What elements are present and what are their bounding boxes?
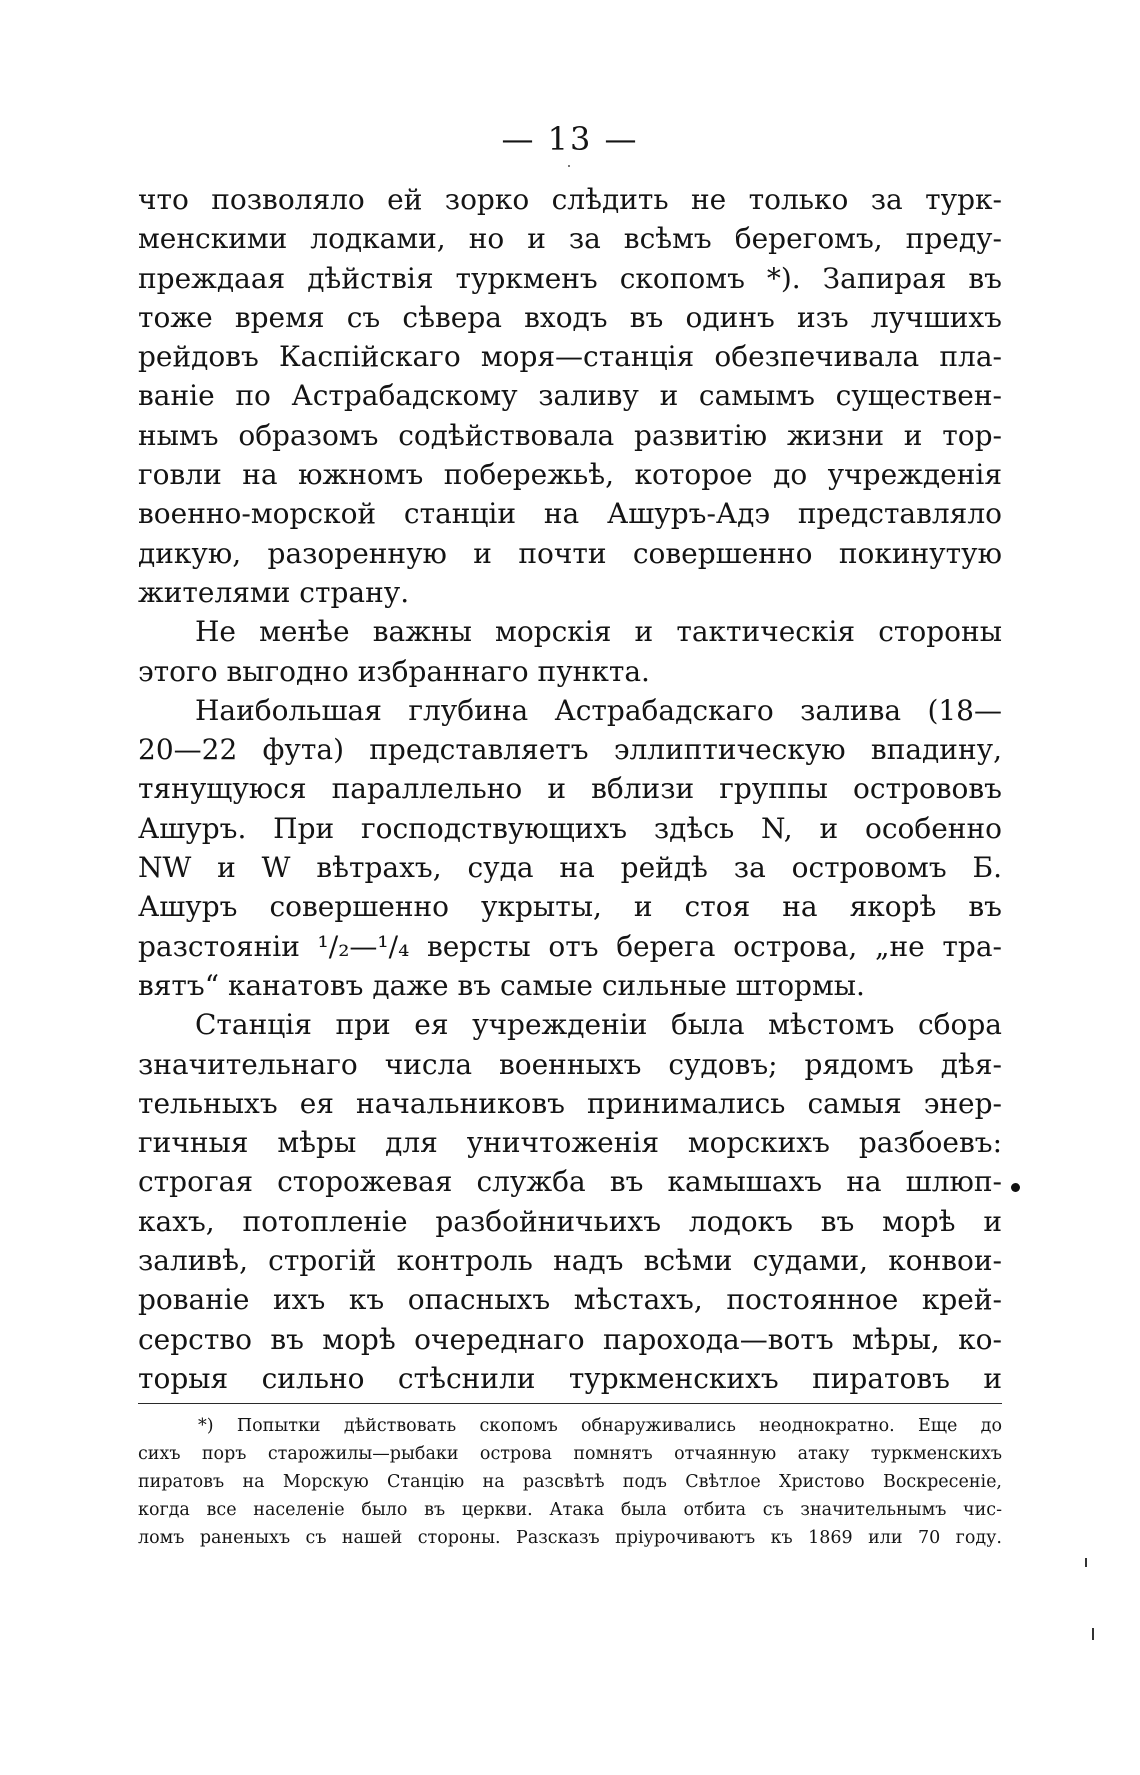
text-line: NW и W вѣтрахъ, суда на рейдѣ за островомъ Б.	[138, 851, 1002, 885]
footnote-line: сихъ поръ старожилы—рыбаки острова помнятъ отчаянную атаку туркменскихъ	[138, 1444, 1002, 1464]
footnote-line: *) Попытки дѣйствовать скопомъ обнаруживались неоднократно. Еще до	[198, 1416, 1002, 1436]
text-line: что позволяло ей зорко слѣдить не только за турк-	[138, 183, 1002, 216]
text-line: тельныхъ ея начальниковъ принимались самыя энер-	[138, 1086, 1002, 1120]
text-line: заливѣ, строгій контроль надъ всѣми судами, конвои-	[138, 1244, 1002, 1278]
page-number: — 13 —	[501, 120, 639, 158]
ink-speck	[568, 165, 570, 167]
ink-speck	[1085, 1558, 1087, 1567]
text-line: менскими лодками, но и за всѣмъ берегомъ, преду-	[138, 222, 1002, 256]
ink-speck	[1092, 1628, 1094, 1640]
text-line: жителями страну.	[138, 575, 410, 609]
text-line: нымъ образомъ содѣйствовала развитію жизни и тор-	[138, 418, 1002, 452]
text-line: ваніе по Астрабадскому заливу и самымъ существен-	[138, 379, 1002, 413]
text-line: Ашуръ совершенно укрыты, и стоя на якорѣ въ	[138, 890, 1002, 924]
text-line: военно-морской станціи на Ашуръ-Адэ представляло	[138, 497, 1002, 531]
text-line: торыя сильно стѣснили туркменскихъ пиратовъ и	[138, 1361, 1002, 1395]
footnote	[138, 1412, 1002, 1552]
text-line: преждаая дѣйствія туркменъ скопомъ *). Запирая въ	[138, 261, 1002, 295]
text-line: этого выгодно избраннаго пункта.	[138, 654, 650, 688]
text-line: значительнаго числа военныхъ судовъ; рядомъ дѣя-	[138, 1047, 1002, 1081]
text-line: говли на южномъ побережьѣ, которое до учрежденія	[138, 458, 1002, 492]
text-line: тоже время съ сѣвера входъ въ одинъ изъ лучшихъ	[138, 300, 1002, 334]
text-line: Наибольшая глубина Астрабадскаго залива (18—	[195, 693, 1002, 727]
footnote-rule	[138, 1403, 1002, 1404]
text-line: разстояніи ¹/₂—¹/₄ версты отъ берега острова, „не тра-	[138, 929, 1002, 963]
body-text	[138, 180, 1002, 1398]
footnote-line: когда все населеніе было въ церкви. Атака была отбита съ значительнымъ чис-	[138, 1500, 1002, 1520]
text-line: 20—22 фута) представляетъ эллиптическую впадину,	[138, 733, 1002, 767]
ink-dot	[1011, 1183, 1020, 1192]
text-line: рейдовъ Каспійскаго моря—станція обезпечивала пла-	[138, 340, 1002, 374]
text-line: вятъ“ канатовъ даже въ самые сильные штормы.	[138, 968, 865, 1002]
text-line: рованіе ихъ къ опасныхъ мѣстахъ, постоянное крей-	[138, 1283, 1002, 1317]
text-line: гичныя мѣры для уничтоженія морскихъ разбоевъ:	[138, 1126, 1002, 1160]
footnote-line: пиратовъ на Морскую Станцію на разсвѣтѣ подъ Свѣтлое Христово Воскресеніе,	[138, 1472, 1002, 1492]
text-line: Не менѣе важны морскія и тактическія стороны	[195, 615, 1002, 649]
text-line: дикую, разоренную и почти совершенно покинутую	[138, 536, 1002, 570]
footnote-line: ломъ раненыхъ съ нашей стороны. Разсказъ пріурочиваютъ къ 1869 или 70 году.	[138, 1528, 1002, 1548]
text-line: строгая сторожевая служба въ камышахъ на шлюп-	[138, 1165, 1002, 1199]
text-line: тянущуюся параллельно и вблизи группы острововъ	[138, 772, 1002, 806]
text-line: Ашуръ. При господствующихъ здѣсь N, и особенно	[138, 811, 1002, 845]
text-line: кахъ, потопленіе разбойничьихъ лодокъ въ морѣ и	[138, 1204, 1002, 1238]
text-line: Станція при ея учрежденіи была мѣстомъ сбора	[195, 1008, 1002, 1042]
text-line: серство въ морѣ очереднаго парохода—вотъ мѣры, ко-	[138, 1322, 1002, 1356]
